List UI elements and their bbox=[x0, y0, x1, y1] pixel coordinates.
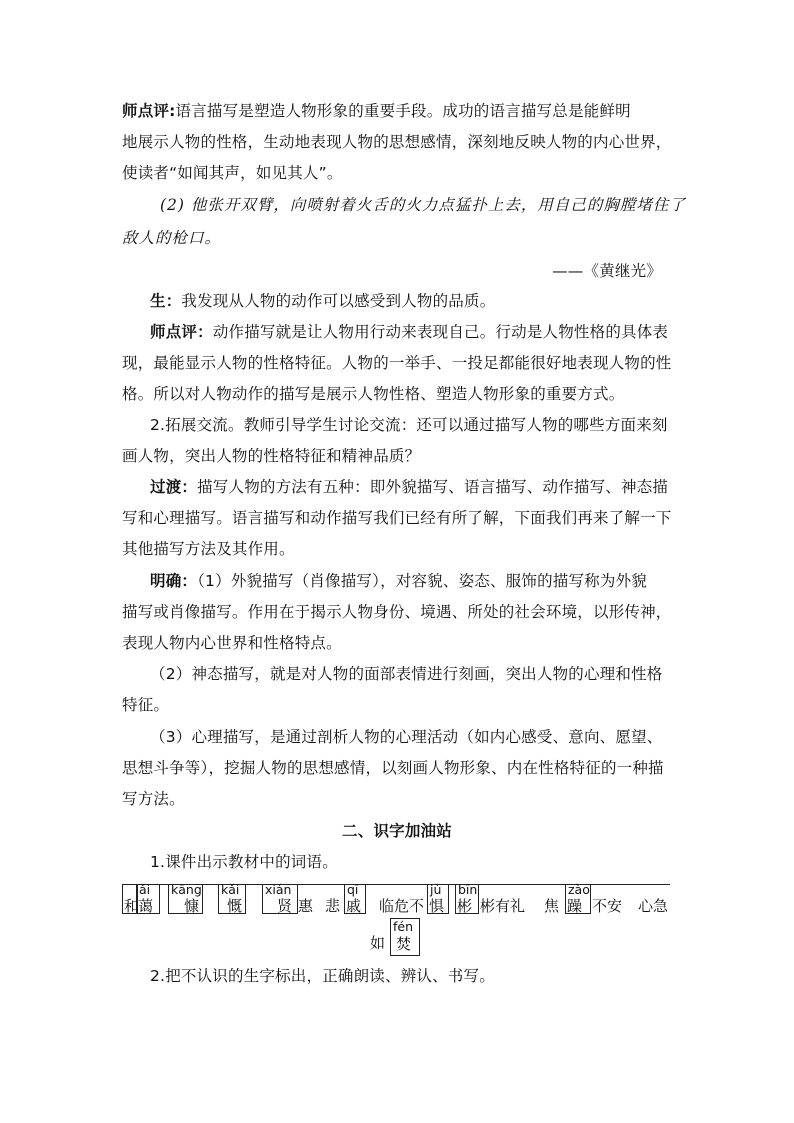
section-title: 二、识字加油站 bbox=[342, 822, 452, 840]
text: 动作描写就是让人物用行动来表现自己。行动是人物性格的具体表 bbox=[212, 323, 669, 341]
pinyin-word-row bbox=[122, 884, 670, 913]
text-line: 表现人物内心世界和性格特点。 bbox=[122, 634, 342, 652]
label-teacher-comment: 师点评： bbox=[150, 323, 213, 341]
pinyin-cell: ǎi 蔼 bbox=[136, 885, 160, 914]
text-line: 1.课件出示教材中的词语。 bbox=[150, 853, 338, 871]
text-line: 画人物，突出人物的性格特征和精神品质？ bbox=[122, 447, 421, 465]
paragraph-transition bbox=[150, 477, 668, 497]
word: 悲 bbox=[325, 897, 341, 915]
pinyin-cell: kāng 慷 bbox=[168, 885, 203, 914]
paragraph-teacher-comment-1 bbox=[122, 101, 631, 121]
paragraph-student bbox=[150, 291, 495, 311]
word: 惠 bbox=[298, 897, 314, 915]
pinyin-cell: fén 焚 bbox=[390, 918, 420, 956]
pinyin-cell: bīn 彬 bbox=[457, 882, 478, 915]
pinyin-cell: qī 戚 bbox=[344, 885, 366, 914]
text-line: 2.拓展交流。教师引导学生讨论交流：还可以通过描写人物的哪些方面来刻 bbox=[150, 416, 668, 434]
paragraph-clarify bbox=[150, 571, 647, 591]
text-line: 2.把不认识的生字标出，正确朗读、辨认、书写。 bbox=[150, 967, 495, 985]
word: 不安 bbox=[592, 897, 623, 915]
text-line: （3）心理描写，是通过剖析人物的心理活动（如内心感受、意向、愿望、 bbox=[150, 728, 663, 746]
example-sentence-2-cont: 敌人的枪口。 bbox=[122, 229, 222, 247]
example-sentence-2: (2) 他张开双臂，向喷射着火舌的火力点猛扑上去，用自己的胸膛堵住了 bbox=[160, 196, 686, 214]
text-line: 现，最能显示人物的性格特征。人物的一举手、一投足都能很好地表现人物的性 bbox=[122, 354, 672, 372]
paragraph-teacher-comment-2 bbox=[150, 322, 668, 342]
text: 描写人物的方法有五种：即外貌描写、语言描写、动作描写、神态描 bbox=[197, 478, 669, 496]
text-line: 特征。 bbox=[122, 696, 170, 714]
label-clarify: 明确： bbox=[150, 572, 198, 590]
word: 心急 bbox=[638, 897, 669, 915]
word: 如 bbox=[370, 934, 386, 952]
text-line: 思想斗争等），挖掘人物的思想感情，以刻画人物形象、内在性格特征的一种描 bbox=[122, 759, 664, 777]
text-line: （2）神态描写，就是对人物的面部表情进行刻画，突出人物的心理和性格 bbox=[150, 665, 663, 683]
text-line: 格。所以对人物动作的描写是展示人物性格、塑造人物形象的重要方式。 bbox=[122, 385, 625, 403]
text-line: 描写或肖像描写。作用在于揭示人物身份、境遇、所处的社会环境，以形传神， bbox=[122, 603, 672, 621]
pinyin-cell: xián 贤 bbox=[262, 885, 298, 914]
text-line: 其他描写方法及其作用。 bbox=[122, 540, 295, 558]
text: 语言描写是塑造人物形象的重要手段。成功的语言描写总是能鲜明 bbox=[175, 102, 631, 120]
source-citation: ——《黄继光》 bbox=[552, 262, 662, 280]
pinyin-cell: jù 惧 bbox=[427, 885, 449, 914]
label-transition: 过渡： bbox=[150, 478, 198, 496]
text-line: 写和心理描写。语言描写和动作描写我们已经有所了解，下面我们再来了解一下 bbox=[122, 509, 672, 527]
word: 彬有礼 bbox=[480, 897, 526, 915]
word: 焦 bbox=[544, 897, 560, 915]
word-cell: 和 bbox=[122, 885, 138, 914]
label-teacher-comment: 师点评: bbox=[122, 102, 176, 120]
word: 临危不 bbox=[379, 897, 425, 915]
text-line: 地展示人物的性格，生动地表现人物的思想感情，深刻地反映人物的内心世界， bbox=[122, 133, 672, 151]
pinyin-cell: kǎi 慨 bbox=[218, 885, 246, 914]
text-line: 使读者“如闻其声，如见其人”。 bbox=[122, 164, 343, 182]
label-student: 生： bbox=[150, 292, 182, 310]
text-line: 写方法。 bbox=[122, 790, 185, 808]
pinyin-cell: zào 躁 bbox=[567, 882, 590, 915]
text: 我发现从人物的动作可以感受到人物的品质。 bbox=[181, 292, 496, 310]
text: （1）外貌描写（肖像描写），对容貌、姿态、服饰的描写称为外貌 bbox=[197, 572, 647, 590]
